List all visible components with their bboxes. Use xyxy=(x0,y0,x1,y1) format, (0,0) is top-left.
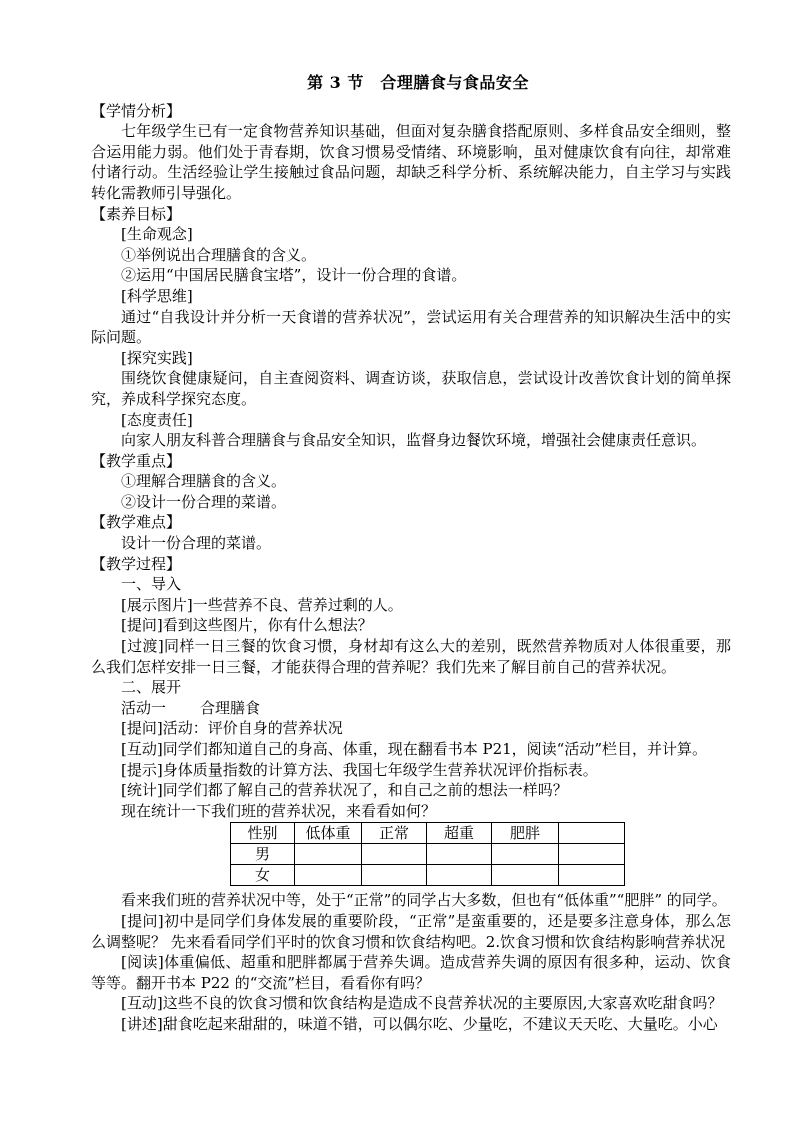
key-point-1: ①理解合理膳食的含义。 xyxy=(121,472,287,491)
transition-paragraph: [过渡]同样一日三餐的饮食习惯，身材却有这么大的差别，既然营养物质对人体很重要，那么我们怎样安排一日三餐，才能获得合理的营养呢？我们先来了解目前自己的营养状况。 xyxy=(91,637,731,676)
table-cell xyxy=(559,865,625,886)
table-cell xyxy=(427,844,492,865)
key-point-2: ②设计一份合理的菜谱。 xyxy=(121,492,287,511)
table-cell xyxy=(362,844,427,865)
heading-process: 【教学过程】 xyxy=(91,554,182,573)
question-2: [提问]活动：评价自身的营养状况 xyxy=(121,719,343,738)
question-1: [提问]看到这些图片，你有什么想法？ xyxy=(121,616,373,635)
table-cell xyxy=(492,844,559,865)
table-cell xyxy=(295,865,362,886)
hint-line: [提示]身体质量指数的计算方法、我国七年级学生营养状况评价指标表。 xyxy=(121,760,598,779)
table-row xyxy=(231,844,625,865)
reading-paragraph: [阅读]体重偏低、超重和肥胖都属于营养失调。造成营养失调的原因有很多种，运动、饮食等等。翻开书本 P22 的“交流”栏目，看看你有吗？ xyxy=(91,953,731,992)
activity-label: 活动一 xyxy=(121,698,167,717)
goal-life-item-2: ②运用“中国居民膳食宝塔”，设计一份合理的食谱。 xyxy=(121,266,467,285)
table-row xyxy=(231,865,625,886)
table-cell: 男 xyxy=(231,844,295,865)
page-title: 第 3 节 合理膳食与食品安全 xyxy=(307,73,529,92)
part2-title: 二、展开 xyxy=(121,678,182,697)
interaction-2: [互动]这些不良的饮食习惯和饮食结构是造成不良营养状况的主要原因,大家喜欢吃甜食吗？ xyxy=(121,994,723,1013)
activity-name: 合理膳食 xyxy=(200,698,261,717)
statistics-line: [统计]同学们都了解自己的营养状况了，和自己之前的想法一样吗？ xyxy=(121,781,568,800)
table-header-cell xyxy=(559,823,625,844)
goal-life-label: [生命观念] xyxy=(121,225,193,244)
difficulty-text: 设计一份合理的菜谱。 xyxy=(121,534,272,553)
document-page xyxy=(91,73,731,1035)
part1-title: 一、导入 xyxy=(121,575,182,594)
table-cell xyxy=(362,865,427,886)
table-cell xyxy=(559,844,625,865)
table-header-cell: 低体重 xyxy=(295,823,362,844)
table-header-cell: 正常 xyxy=(362,823,427,844)
heading-analysis: 【学情分析】 xyxy=(91,101,182,120)
show-pictures: [展示图片]一些营养不良、营养过剩的人。 xyxy=(121,595,403,614)
table-header-cell: 肥胖 xyxy=(492,823,559,844)
heading-goals: 【素养目标】 xyxy=(91,204,182,223)
activity-line xyxy=(91,698,731,719)
table-cell xyxy=(295,844,362,865)
analysis-paragraph: 七年级学生已有一定食物营养知识基础，但面对复杂膳食搭配原则、多样食品安全细则，整合运用能力弱。他们处于青春期，饮食习惯易受情绪、环境影响，虽对健康饮食有向往，却常难付诸行动。生活经验让学生接触过食品问题，却缺乏科学分析、系统解决能力，自主学习与实践转化需教师引导强化。 xyxy=(91,122,731,202)
statistics-follow: 现在统计一下我们班的营养状况，来看看如何？ xyxy=(121,801,437,820)
heading-key-points: 【教学重点】 xyxy=(91,451,182,470)
heading-difficulties: 【教学难点】 xyxy=(91,513,182,532)
table-header-cell: 性别 xyxy=(231,823,295,844)
question-3: [提问]初中是同学们身体发展的重要阶段，“正常”是蛮重要的，还是要多注意身体，那么怎么调整呢？ 先来看看同学们平时的饮食习惯和饮食结构吧。2.饮食习惯和饮食结构影响营养状况 xyxy=(91,911,731,951)
goal-practice-label: [探究实践] xyxy=(121,348,193,367)
goal-practice-text: 围绕饮食健康疑问，自主查阅资料、调查访谈，获取信息，尝试设计改善饮食计划的简单探究，养成科学探究态度。 xyxy=(91,369,731,408)
goal-thinking-text: 通过“自我设计并分析一天食谱的营养状况”，尝试运用有关合理营养的知识解决生活中的实际问题。 xyxy=(91,307,731,347)
goal-life-item-1: ①举例说出合理膳食的含义。 xyxy=(121,245,317,264)
table-cell xyxy=(427,865,492,886)
lecture-paragraph: [讲述]甜食吃起来甜甜的，味道不错，可以偶尔吃、少量吃，不建议天天吃、大量吃。小心 xyxy=(121,1014,718,1033)
after-table-paragraph: 看来我们班的营养状况中等，处于“正常”的同学占大多数，但也有“低体重”“肥胖” 的同学。 xyxy=(121,891,727,910)
interaction-1: [互动]同学们都知道自己的身高、体重，现在翻看书本 P21，阅读“活动”栏目，并计算。 xyxy=(121,740,707,758)
table-header-row xyxy=(231,823,625,844)
goal-thinking-label: [科学思维] xyxy=(121,286,193,305)
goal-responsibility-label: [态度责任] xyxy=(121,410,193,429)
nutrition-table xyxy=(230,822,625,886)
table-cell xyxy=(492,865,559,886)
goal-responsibility-text: 向家人朋友科普合理膳食与食品安全知识，监督身边餐饮环境，增强社会健康责任意识。 xyxy=(121,431,707,450)
table-header-cell: 超重 xyxy=(427,823,492,844)
table-cell: 女 xyxy=(231,865,295,886)
